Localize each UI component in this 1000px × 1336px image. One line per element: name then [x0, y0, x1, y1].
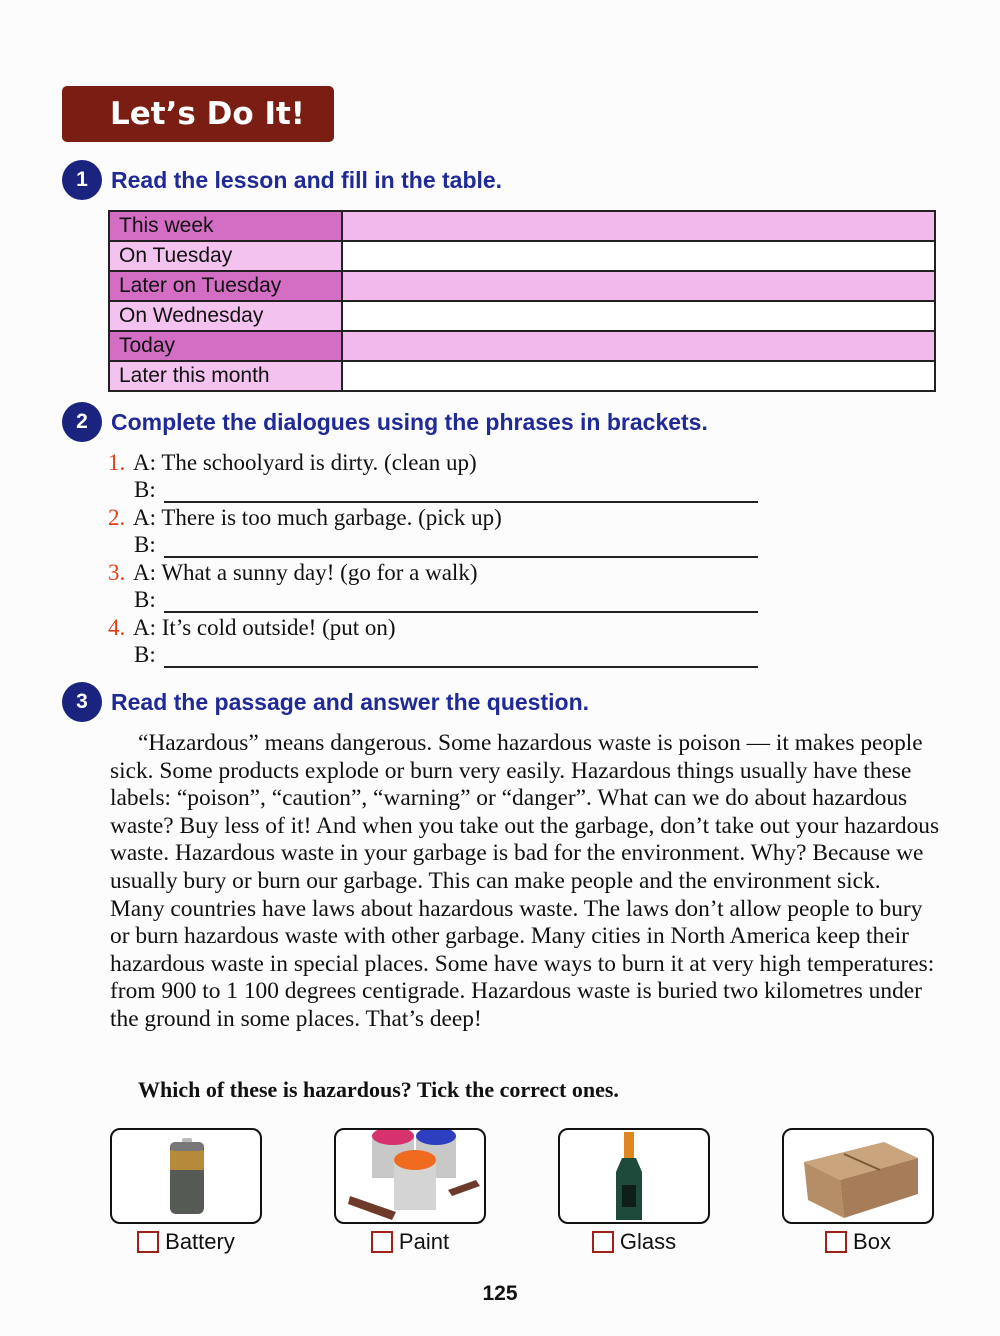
answer-blank[interactable] [164, 483, 758, 503]
option-label: Box [853, 1229, 891, 1254]
glass-bottle-icon [560, 1130, 710, 1224]
answer-cell[interactable] [342, 271, 935, 301]
exercise-1-heading [62, 160, 502, 200]
exercise-number-badge: 2 [62, 402, 102, 442]
table-row [109, 331, 935, 361]
row-label: This week [109, 211, 342, 241]
battery-icon [112, 1130, 262, 1224]
paint-picture [334, 1128, 486, 1224]
dialogue-number: 1. [108, 449, 126, 475]
row-label: Today [109, 331, 342, 361]
dialogue-a-text: A: There is too much garbage. (pick up) [133, 504, 502, 530]
glass-picture [558, 1128, 710, 1224]
fill-in-table [108, 210, 936, 392]
box-picture [782, 1128, 934, 1224]
box-checkbox[interactable] [825, 1231, 847, 1253]
dialogue-a-line [108, 448, 758, 476]
table-row [109, 271, 935, 301]
answer-blank[interactable] [164, 593, 758, 613]
table-row [109, 211, 935, 241]
exercise-number-badge: 3 [62, 682, 102, 722]
dialogue-a-text: A: It’s cold outside! (put on) [133, 614, 396, 640]
paint-cans-icon [336, 1130, 486, 1224]
dialogue-b-line [108, 586, 758, 614]
dialogue-a-line [108, 613, 758, 641]
glass-checkbox[interactable] [592, 1231, 614, 1253]
answer-cell[interactable] [342, 241, 935, 271]
reading-passage: “Hazardous” means dangerous. Some hazardous waste is poison — it makes people sick. Some products explode or burn very easily. Hazardous things usually have these labels: “poison”, “caution”, “warning” or “danger”. What can we do about hazardous waste? Buy less of it! And when you take out the garbage, don’t take out your hazardous waste. Hazardous waste in your garbage is bad for the environment. Why? Because we usually bury or burn our garbage. This can make people and the environment sick. Many countries have laws about hazardous waste. The laws don’t allow people to bury or burn hazardous waste with other garbage. Many cities in North America keep their hazardous waste in special places. Some have ways to burn it at very high temperatures: from 900 to 1 100 degrees centigrade. Hazardous waste is buried two kilometres under the ground in some places. That’s deep! [110, 730, 940, 1032]
dialogue-b-line [108, 476, 758, 504]
exercise-3-instruction: Read the passage and answer the question. [111, 688, 590, 715]
option-label: Battery [165, 1229, 235, 1254]
dialogue-b-line [108, 531, 758, 559]
row-label: On Wednesday [109, 301, 342, 331]
answer-cell[interactable] [342, 301, 935, 331]
dialogue-b-label: B: [134, 642, 156, 667]
dialogue-b-label: B: [134, 587, 156, 612]
answer-cell[interactable] [342, 331, 935, 361]
table-row [109, 241, 935, 271]
dialogue-list [108, 448, 758, 668]
dialogue-b-label: B: [134, 532, 156, 557]
row-label: Later on Tuesday [109, 271, 342, 301]
page-number: 125 [482, 1282, 518, 1305]
option-label: Glass [619, 1229, 677, 1254]
table-row [109, 361, 935, 391]
exercise-2-instruction: Complete the dialogues using the phrases in brackets. [111, 408, 708, 435]
cardboard-box-icon [784, 1130, 934, 1224]
answer-cell[interactable] [342, 361, 935, 391]
answer-blank[interactable] [164, 538, 758, 558]
exercise-number-badge: 1 [62, 160, 102, 200]
banner-title: Let’s Do It! [110, 96, 305, 132]
dialogue-b-line [108, 641, 758, 669]
battery-checkbox[interactable] [137, 1231, 159, 1253]
option-battery [110, 1128, 262, 1255]
option-glass [558, 1128, 710, 1255]
dialogue-number: 2. [108, 504, 126, 530]
row-label: Later this month [109, 361, 342, 391]
dialogue-a-line [108, 503, 758, 531]
dialogue-a-text: A: The schoolyard is dirty. (clean up) [133, 449, 477, 475]
option-box [782, 1128, 934, 1255]
paint-checkbox[interactable] [371, 1231, 393, 1253]
dialogue-number: 4. [108, 614, 126, 640]
dialogue-a-line [108, 558, 758, 586]
dialogue-b-label: B: [134, 477, 156, 502]
table-row [109, 301, 935, 331]
option-paint [334, 1128, 486, 1255]
exercise-3-heading [62, 682, 589, 722]
answer-blank[interactable] [164, 648, 758, 668]
dialogue-number: 3. [108, 559, 126, 585]
exercise-2-heading [62, 402, 708, 442]
answer-cell[interactable] [342, 211, 935, 241]
lets-do-it-banner [62, 86, 334, 142]
row-label: On Tuesday [109, 241, 342, 271]
battery-picture [110, 1128, 262, 1224]
exercise-1-instruction: Read the lesson and fill in the table. [111, 166, 503, 193]
option-label: Paint [398, 1229, 450, 1254]
dialogue-a-text: A: What a sunny day! (go for a walk) [133, 559, 478, 585]
tick-question: Which of these is hazardous? Tick the correct ones. [138, 1077, 619, 1102]
